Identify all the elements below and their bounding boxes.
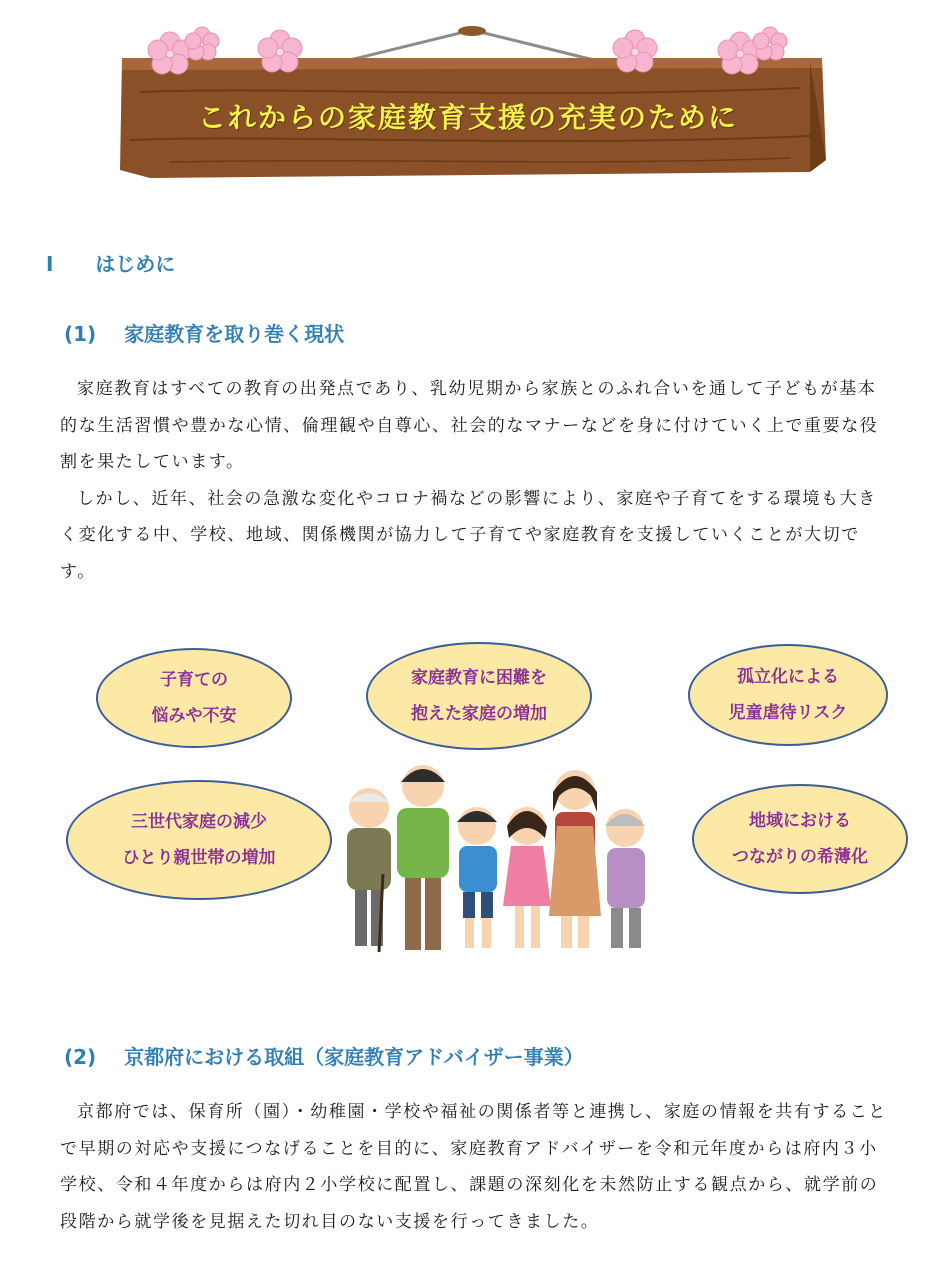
sign-title: これからの家庭教育支援の充実のために: [197, 101, 738, 134]
subsection-title: 京都府における取組（家庭教育アドバイザー事業）: [124, 1045, 584, 1069]
subsection-number: (1): [64, 322, 97, 346]
bubble-line: 地域における: [749, 811, 851, 831]
section-number: Ⅰ: [46, 252, 54, 276]
bubble-weakening-ties: [692, 784, 908, 894]
bubble-line: 児童虐待リスク: [728, 703, 848, 723]
bubble-household-change: [66, 780, 332, 900]
family-illustration: [335, 756, 665, 956]
subsection-number: (2): [64, 1045, 97, 1069]
grandfather-figure: [347, 788, 391, 952]
girl-figure: [503, 807, 551, 948]
paragraph: しかし、近年、社会の急激な変化やコロナ禍などの影響により、家庭や子育てをする環境も大きく変化する中、学校、地域、関係機関が協力して子育てや家庭教育を支援していくことが大切です。: [60, 488, 877, 582]
bubble-parenting-worries: [96, 648, 292, 748]
grandmother-figure: [605, 809, 645, 948]
initiative-text: [60, 1094, 890, 1240]
father-figure: [397, 765, 449, 950]
bubble-line: つながりの希薄化: [732, 847, 868, 867]
bubble-isolation-risk: [688, 644, 888, 746]
mother-figure: [549, 770, 601, 948]
intro-text: [60, 371, 890, 590]
subsection-heading-2: [64, 1041, 584, 1070]
subsection-heading-1: [64, 318, 344, 347]
section-title: はじめに: [95, 252, 176, 276]
boy-figure: [457, 807, 497, 948]
bubble-line: ひとり親世帯の増加: [122, 848, 276, 868]
paragraph: 家庭教育はすべての教育の出発点であり、乳幼児期から家族とのふれ合いを通して子どもが基本的な生活習慣や豊かな心情、倫理観や自尊心、社会的なマナーなどを身に付けていく上で重要な役割を果たしています。: [60, 379, 879, 472]
bubble-line: 孤立化による: [737, 667, 839, 687]
bubble-line: 三世代家庭の減少: [131, 812, 267, 832]
paragraph: 京都府では、保育所（園）・幼稚園・学校や福祉の関係者等と連携し、家庭の情報を共有することで早期の対応や支援につなげることを目的に、家庭教育アドバイザーを令和元年度からは府内３小学校、令和４年度からは府内２小学校に配置し、課題の深刻化を未然防止する観点から、就学前の段階から就学後を見据えた切れ目のない支援を行ってきました。: [60, 1102, 887, 1232]
section-heading: [46, 248, 175, 277]
subsection-title: 家庭教育を取り巻く現状: [124, 322, 345, 346]
bubble-line: 子育ての: [160, 670, 228, 690]
bubble-line: 抱えた家庭の増加: [411, 704, 547, 724]
bubble-line: 家庭教育に困難を: [411, 668, 547, 688]
bubble-line: 悩みや不安: [151, 706, 237, 726]
bubble-struggling-families: [366, 642, 592, 750]
